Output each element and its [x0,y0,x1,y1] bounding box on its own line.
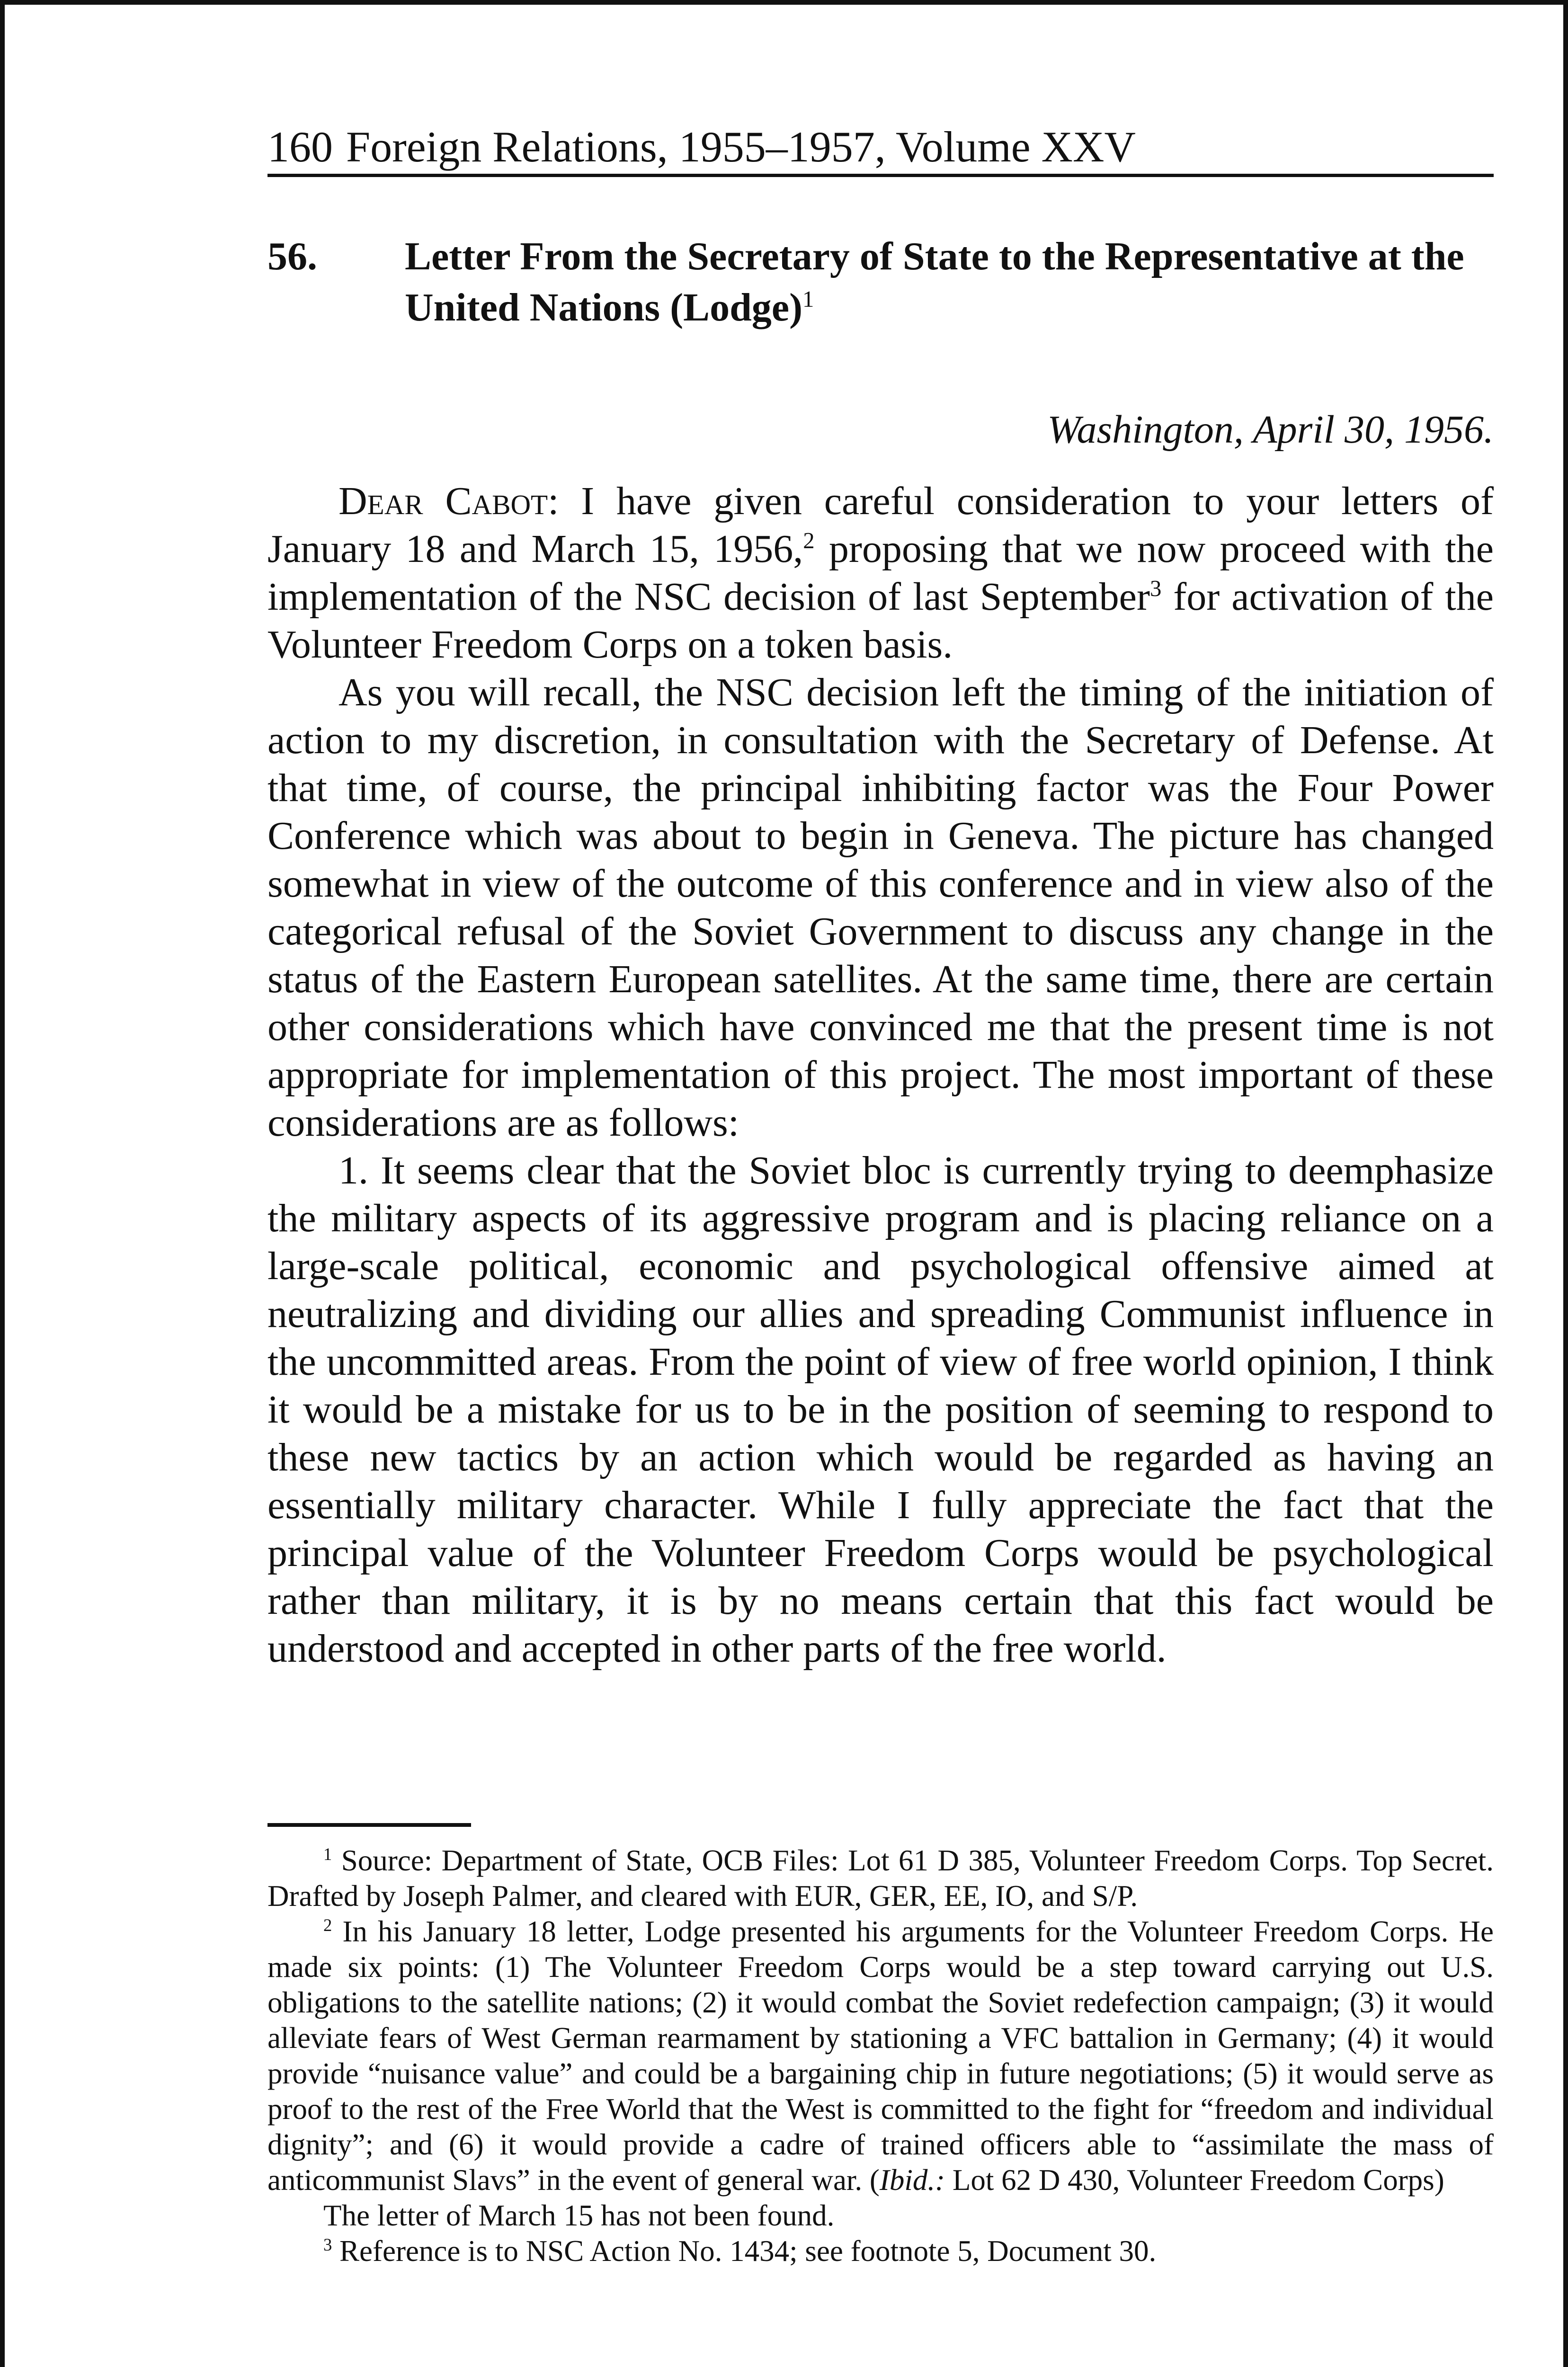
footnote-2 [267,1914,1494,2198]
paragraph-1 [267,477,1494,668]
paragraph-1-part-c: for activation of the Volunteer Freedom Corps on a token basis. [267,575,1494,667]
footnote-3-mark: 3 [323,2235,332,2254]
salutation: Dear Cabot: [339,479,559,523]
document-heading [267,231,1494,333]
footnote-ref-3[interactable]: 3 [1149,576,1162,601]
page-number: 160 [267,123,333,171]
page-border-left [0,0,5,2367]
volume-title: Foreign Relations, 1955–1957, Volume XXV [346,123,1136,171]
footnote-ref-1[interactable]: 1 [802,286,814,312]
dateline: Washington, April 30, 1956. [1047,408,1494,452]
footnote-1-mark: 1 [323,1844,332,1864]
paragraph-3: 1. It seems clear that the Soviet bloc is currently trying to deemphasize the military aspects of its aggressive program and is placing reliance on a large-scale political, economic and psychological offensive aimed at neutralizing and dividing our allies and spreading Communist influence in the uncommitted areas. From the point of view of free world opinion, I think it would be a mistake for us to be in the position of seeming to respond to these new tactics by an action which would be regarded as having an essentially military character. While I fully appreciate the fact that the principal value of the Volunteer Freedom Corps would be psychological rather than military, it is by no means certain that this fact would be understood and accepted in other parts of the free world. [267,1148,1494,1671]
footnote-divider [267,1823,471,1827]
document-number: 56. [267,234,317,278]
footnote-1-text: Source: Department of State, OCB Files: Lot 61 D 385, Volunteer Freedom Corps. Top Secret. Drafted by Joseph Palmer, and cleared with EUR, GER, EE, IO, and S/P. [267,1844,1494,1913]
footnote-3-text: Reference is to NSC Action No. 1434; see footnote 5, Document 30. [332,2234,1157,2268]
page-border-top [0,0,1568,5]
footnotes [267,1843,1494,2269]
paragraph-2: As you will recall, the NSC decision left the timing of the initiation of action to my discretion, in consultation with the Secretary of Defense. At that time, of course, the principal inhibiting factor was the Four Power Conference which was about to begin in Geneva. The picture has changed somewhat in view of the outcome of this conference and in view also of the categorical refusal of the Soviet Government to discuss any change in the status of the Eastern European satellites. At the same time, there are certain other considerations which have convinced me that the present time is not appropriate for implementation of this project. The most important of these considerations are as follows: [267,670,1494,1145]
letter-body [267,477,1494,1673]
page-border-right [1563,0,1568,2367]
paragraph-1-part-b: proposing that we now proceed with the implementation of the NSC decision of last September [267,527,1494,619]
footnote-ref-2[interactable]: 2 [803,528,815,553]
running-head [267,121,1494,177]
document-title-text: Letter From the Secretary of State to the Representative at the United Nations (Lodge) [405,234,1464,329]
footnote-2-ibid: Ibid.: [879,2163,945,2197]
footnote-3 [267,2234,1494,2269]
footnote-2-text-end: Lot 62 D 430, Volunteer Freedom Corps) [945,2163,1444,2197]
footnote-2-continuation: The letter of March 15 has not been found. [323,2199,835,2232]
footnote-1 [267,1843,1494,1914]
footnote-2-text: In his January 18 letter, Lodge presented his arguments for the Volunteer Freedom Corps. He made six points: (1) The Volunteer Freedom Corps would be a step toward carrying out U.S. obligations to the satellite nations; (2) it would combat the Soviet redefection campaign; (3) it would alleviate fears of West German rearmament by stationing a VFC battalion in Germany; (4) it would provide “nuisance value” and could be a bargaining chip in future negotiations; (5) it would serve as proof to the rest of the Free World that the West is committed to the fight for “freedom and individual dignity”; and (6) it would provide a cadre of trained officers able to “assimilate the mass of anticommunist Slavs” in the event of general war. ( [267,1915,1494,2197]
footnote-2-mark: 2 [323,1915,332,1935]
paragraph-1-part-a: I have given careful consideration to your letters of January 18 and March 15, 1956, [267,479,1494,571]
document-title [405,231,1494,333]
